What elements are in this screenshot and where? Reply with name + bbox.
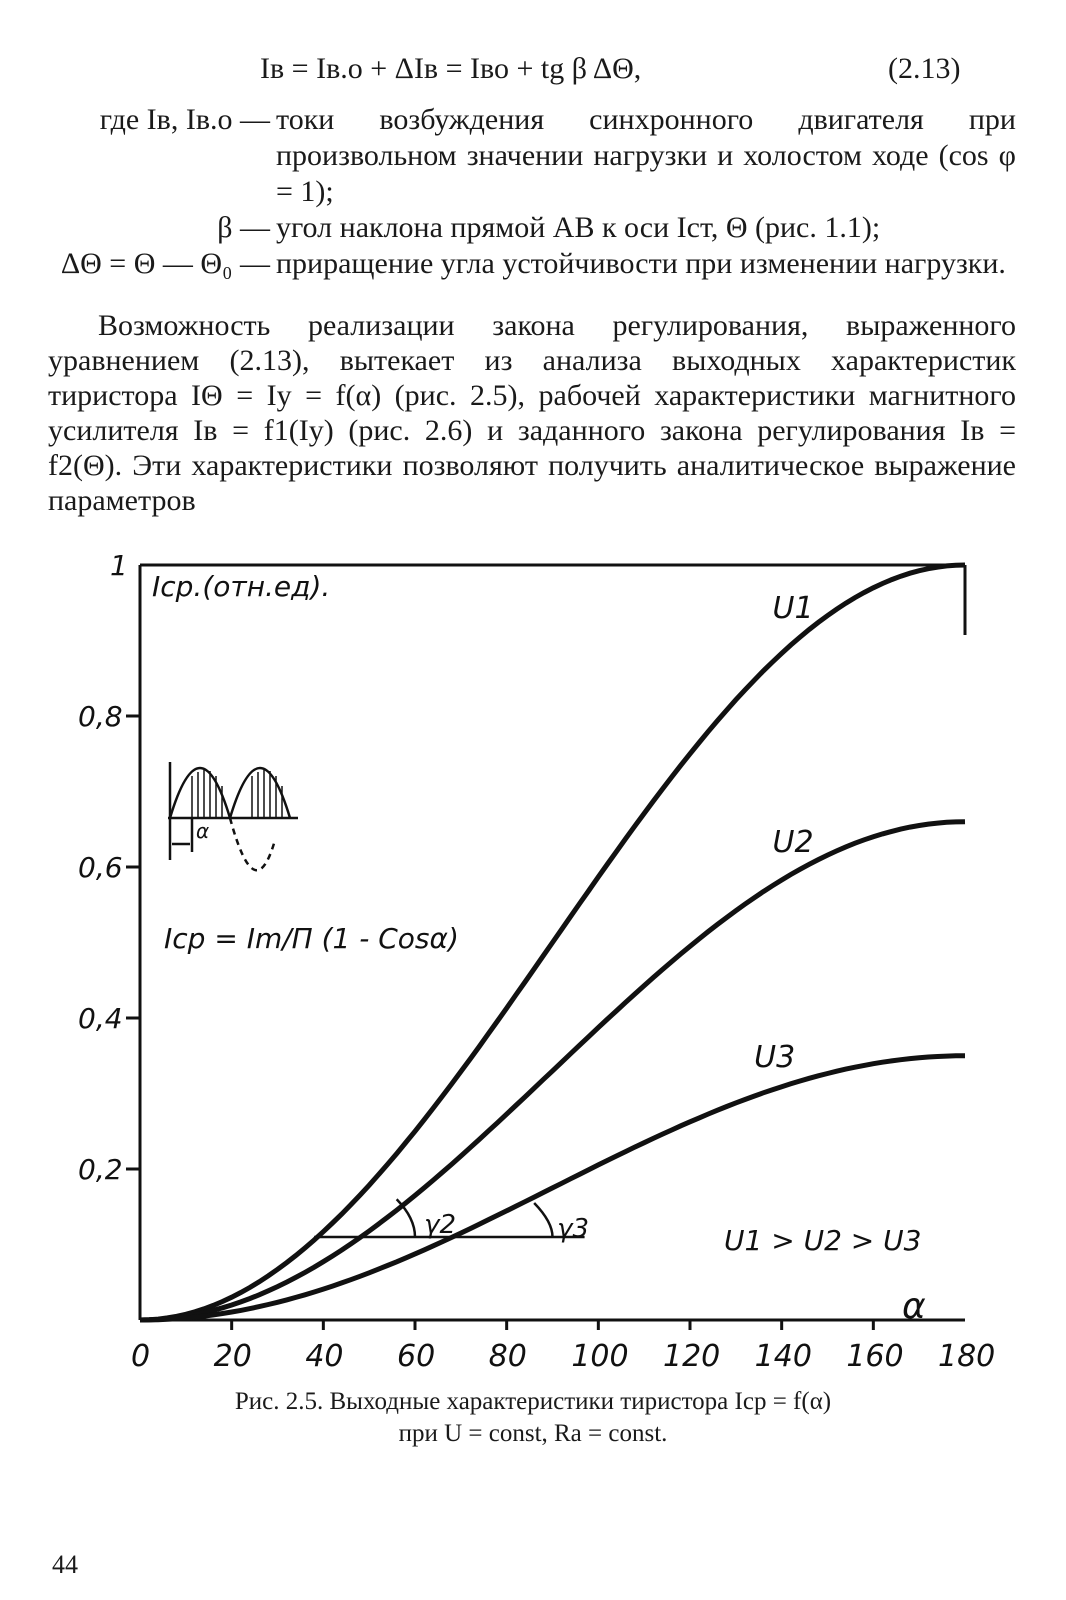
formula-2-13: Iв = Iв.о + ΔIв = Iво + tg β ΔΘ, — [260, 52, 642, 85]
y-tick-label: 0,8 — [78, 700, 123, 733]
waveform-inset — [168, 762, 298, 870]
definition-text: токи возбуждения синхронного двигателя при произвольном значении нагрузки и холостом ходе (cos φ = 1); — [276, 103, 1016, 208]
y-axis-label: Iср.(отн.ед). — [152, 570, 331, 603]
definitions-list — [48, 102, 1016, 282]
caption-line-1: Рис. 2.5. Выходные характеристики тиристора Iср = f(α) — [234, 1388, 832, 1415]
inset-shading — [192, 770, 282, 818]
formula-number: (2.13) — [888, 52, 961, 85]
inset-alpha-label: α — [196, 819, 210, 843]
y-ticks — [78, 549, 140, 1186]
x-axis-label: α — [902, 1286, 926, 1327]
series-labels — [754, 591, 813, 1075]
x-tick-label: 180 — [938, 1339, 996, 1374]
x-tick-label: 40 — [305, 1339, 344, 1374]
x-tick-label: 140 — [754, 1339, 812, 1374]
x-ticks — [131, 1320, 995, 1374]
x-tick-label: 120 — [663, 1339, 721, 1374]
series-label: U1 — [772, 590, 814, 626]
definition-text: угол наклона прямой AB к оси Iст, Θ (рис. 1.1); — [276, 211, 881, 244]
x-tick-label: 100 — [571, 1339, 629, 1374]
figure-caption — [0, 1386, 1066, 1450]
definition-term: ΔΘ = Θ — Θ₀ — — [60, 247, 270, 280]
x-tick-label: 60 — [397, 1339, 436, 1374]
x-tick-label: 80 — [488, 1339, 527, 1374]
caption-line-2: при U = const, Rа = const. — [398, 1420, 668, 1447]
definition-term: где Iв, Iв.о — — [99, 103, 270, 136]
x-tick-label: 160 — [846, 1339, 904, 1374]
inequality-annotation: U1 > U2 > U3 — [724, 1224, 922, 1257]
definition-row — [48, 210, 1016, 246]
y-tick-label: 0,2 — [78, 1153, 123, 1186]
gamma3-label: γ3 — [557, 1213, 590, 1244]
y-tick-label: 0,6 — [78, 851, 123, 884]
x-tick-label: 0 — [131, 1339, 151, 1374]
formula-annotation: Iср = Im/П (1 - Cosα) — [164, 922, 459, 955]
series-label: U3 — [754, 1040, 796, 1076]
y-tick-label: 0,4 — [78, 1002, 123, 1035]
definition-term: β — — [217, 211, 270, 244]
page-number: 44 — [52, 1550, 78, 1579]
y-tick-label: 1 — [110, 549, 128, 582]
gamma2-label: γ2 — [424, 1210, 457, 1241]
definition-text: приращение угла устойчивости при изменении нагрузки. — [276, 247, 1006, 280]
body-paragraph: Возможность реализации закона регулирования, выраженного уравнением (2.13), вытекает из анализа выходных характеристик тиристора IΘ = Iу = f(α) (рис. 2.5), рабочей характеристики магнитного усилителя Iв = f1(Iу) (рис. 2.6) и заданного закона регулирования Iв = f2(Θ). Эти характеристики позволяют получить аналитическое выражение параметров — [48, 309, 1016, 517]
definition-row — [48, 102, 1016, 210]
inset-half-wave-2 — [230, 768, 290, 818]
series-label: U2 — [772, 824, 814, 860]
inset-half-wave-1 — [170, 768, 230, 818]
inset-negative-wave — [230, 818, 275, 870]
definition-row — [48, 246, 1016, 282]
x-tick-label: 20 — [213, 1339, 252, 1374]
thyristor-characteristics-chart — [60, 540, 1000, 1380]
gamma3-arc — [534, 1203, 552, 1237]
